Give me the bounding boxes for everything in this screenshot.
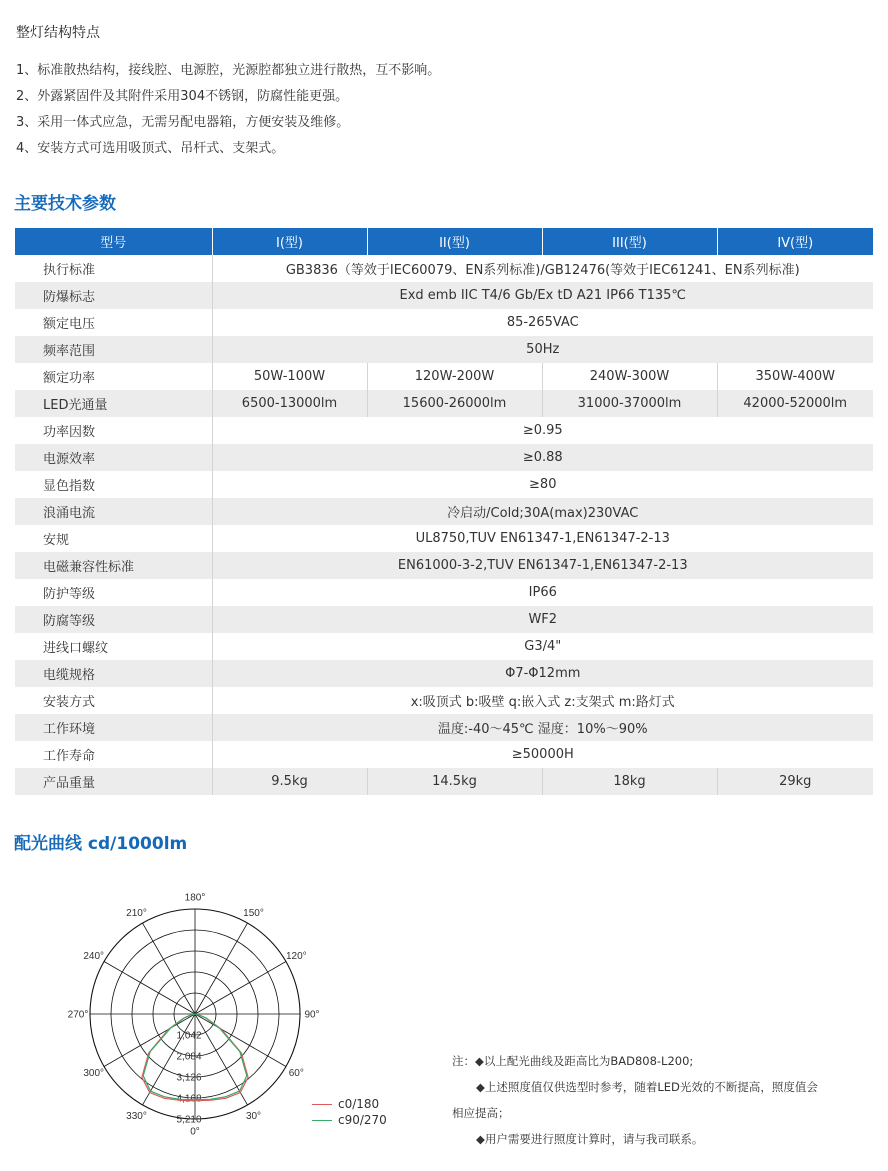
spec-value: 9.5kg [212,768,367,795]
spec-value: 6500-13000lm [212,390,367,417]
curve-title: 配光曲线 cd/1000lm [14,834,188,854]
header-cell-type-3: III(型) [542,228,717,255]
spec-row [15,552,873,579]
spec-label: 工作寿命 [15,741,212,768]
spec-value: Exd emb IIC T4/6 Gb/Ex tD A21 IP66 T135℃ [212,282,873,309]
spec-value: 50W-100W [212,363,367,390]
spec-value: 85-265VAC [212,309,873,336]
spec-label: 执行标准 [15,255,212,282]
spec-label: 额定电压 [15,309,212,336]
angle-label: 300° [83,1068,105,1079]
feature-item: 3、采用一体式应急，无需另配电器箱，方便安装及维修。 [16,115,350,130]
spec-row [15,687,873,714]
spec-value: ≥0.95 [212,417,873,444]
spec-value: IP66 [212,579,873,606]
polar-spoke [195,1014,286,1067]
spec-row [15,498,873,525]
chart-legend [312,1096,387,1128]
spec-row [15,309,873,336]
header-cell-type-2: II(型) [367,228,542,255]
spec-value: 29kg [717,768,873,795]
spec-label: 功率因数 [15,417,212,444]
spec-value: 120W-200W [367,363,542,390]
angle-label: 180° [184,892,206,904]
header-cell-model: 型号 [15,228,212,255]
angle-label: 120° [285,951,307,962]
spec-label: 浪涌电流 [15,498,212,525]
feature-item: 2、外露紧固件及其附件采用304不锈钢，防腐性能更强。 [16,89,349,104]
spec-value: 42000-52000lm [717,390,873,417]
note-line-4: ◆用户需要进行照度计算时，请与我司联系。 [476,1132,704,1146]
spec-row [15,390,873,417]
header-cell-type-4: IV(型) [717,228,873,255]
spec-label: 安规 [15,525,212,552]
spec-row [15,471,873,498]
spec-value: GB3836（等效于IEC60079、EN系列标准)/GB12476(等效于IEC61241、EN系列标准) [212,255,873,282]
spec-value: 240W-300W [542,363,717,390]
spec-row [15,336,873,363]
spec-label: 防爆标志 [15,282,212,309]
legend-item-c0 [312,1096,387,1112]
spec-value: ≥50000H [212,741,873,768]
spec-label: 显色指数 [15,471,212,498]
polar-chart [60,892,330,1138]
angle-label: 210° [126,908,147,920]
spec-value: 50Hz [212,336,873,363]
spec-label: 防护等级 [15,579,212,606]
specs-table [15,228,873,795]
spec-value: x:吸顶式 b:吸壁 q:嵌入式 z:支架式 m:路灯式 [212,687,873,714]
spec-value: 31000-37000lm [542,390,717,417]
angle-label: 0° [190,1126,200,1138]
spec-value: Φ7-Φ12mm [212,660,873,687]
spec-row [15,633,873,660]
spec-value: 18kg [542,768,717,795]
spec-value: G3/4" [212,633,873,660]
spec-row [15,417,873,444]
feature-item: 4、安装方式可选用吸顶式、吊杆式、支架式。 [16,141,285,156]
spec-row [15,282,873,309]
polar-spoke [195,923,248,1014]
spec-label: 频率范围 [15,336,212,363]
angle-label: 240° [83,951,105,962]
spec-row [15,741,873,768]
angle-label: 270° [67,1009,89,1021]
spec-value: 冷启动/Cold;30A(max)230VAC [212,498,873,525]
legend-swatch-c90 [312,1120,332,1121]
spec-label: 电缆规格 [15,660,212,687]
spec-label: 额定功率 [15,363,212,390]
angle-label: 90° [304,1009,320,1021]
ring-label: 5,210 [176,1114,202,1126]
features-title: 整灯结构特点 [16,25,100,41]
legend-swatch-c0 [312,1104,332,1105]
spec-row [15,714,873,741]
spec-label: 进线口螺纹 [15,633,212,660]
features-list [16,58,440,162]
spec-row [15,525,873,552]
specs-header-row [15,228,873,255]
legend-label-c0: c0/180 [338,1097,380,1111]
spec-value: EN61000-3-2,TUV EN61347-1,EN61347-2-13 [212,552,873,579]
ring-label: 3,126 [176,1072,202,1084]
polar-spoke [195,962,286,1015]
spec-row [15,579,873,606]
spec-label: 工作环境 [15,714,212,741]
spec-label: 电磁兼容性标准 [15,552,212,579]
spec-label: 安装方式 [15,687,212,714]
spec-label: 防腐等级 [15,606,212,633]
spec-label: 产品重量 [15,768,212,795]
spec-row [15,660,873,687]
note-line-1 [452,1048,818,1074]
spec-label: LED光通量 [15,390,212,417]
legend-item-c90 [312,1112,387,1128]
note-line-3: 相应提高； [452,1106,510,1120]
angle-label: 60° [288,1068,304,1079]
angle-label: 30° [245,1110,262,1122]
spec-row [15,768,873,795]
note-prefix: 注： [452,1054,475,1068]
spec-row [15,363,873,390]
spec-row [15,606,873,633]
spec-row [15,255,873,282]
notes [452,1048,818,1152]
spec-value: ≥0.88 [212,444,873,471]
polar-spoke [143,923,196,1014]
feature-item: 1、标准散热结构，接线腔、电源腔，光源腔都独立进行散热，互不影响。 [16,63,441,78]
spec-value: 14.5kg [367,768,542,795]
specs-title: 主要技术参数 [14,194,116,214]
header-cell-type-1: I(型) [212,228,367,255]
legend-label-c90: c90/270 [338,1113,387,1127]
spec-value: UL8750,TUV EN61347-1,EN61347-2-13 [212,525,873,552]
spec-value: 15600-26000lm [367,390,542,417]
spec-label: 电源效率 [15,444,212,471]
ring-label: 2,084 [176,1051,202,1063]
spec-row [15,444,873,471]
note-item: ◆以上配光曲线及距高比为BAD808-L200; [475,1054,694,1068]
angle-label: 150° [243,908,264,920]
ring-label: 1,042 [176,1030,202,1042]
angle-label: 330° [126,1110,147,1122]
spec-value: WF2 [212,606,873,633]
note-line-2: ◆上述照度值仅供选型时参考，随着LED光效的不断提高，照度值会 [476,1080,818,1094]
ring-label: 4,168 [176,1093,202,1105]
spec-value: 温度:-40～45℃ 湿度：10%～90% [212,714,873,741]
spec-value: ≥80 [212,471,873,498]
polar-spoke [104,962,195,1015]
specs-body [15,255,873,795]
spec-value: 350W-400W [717,363,873,390]
